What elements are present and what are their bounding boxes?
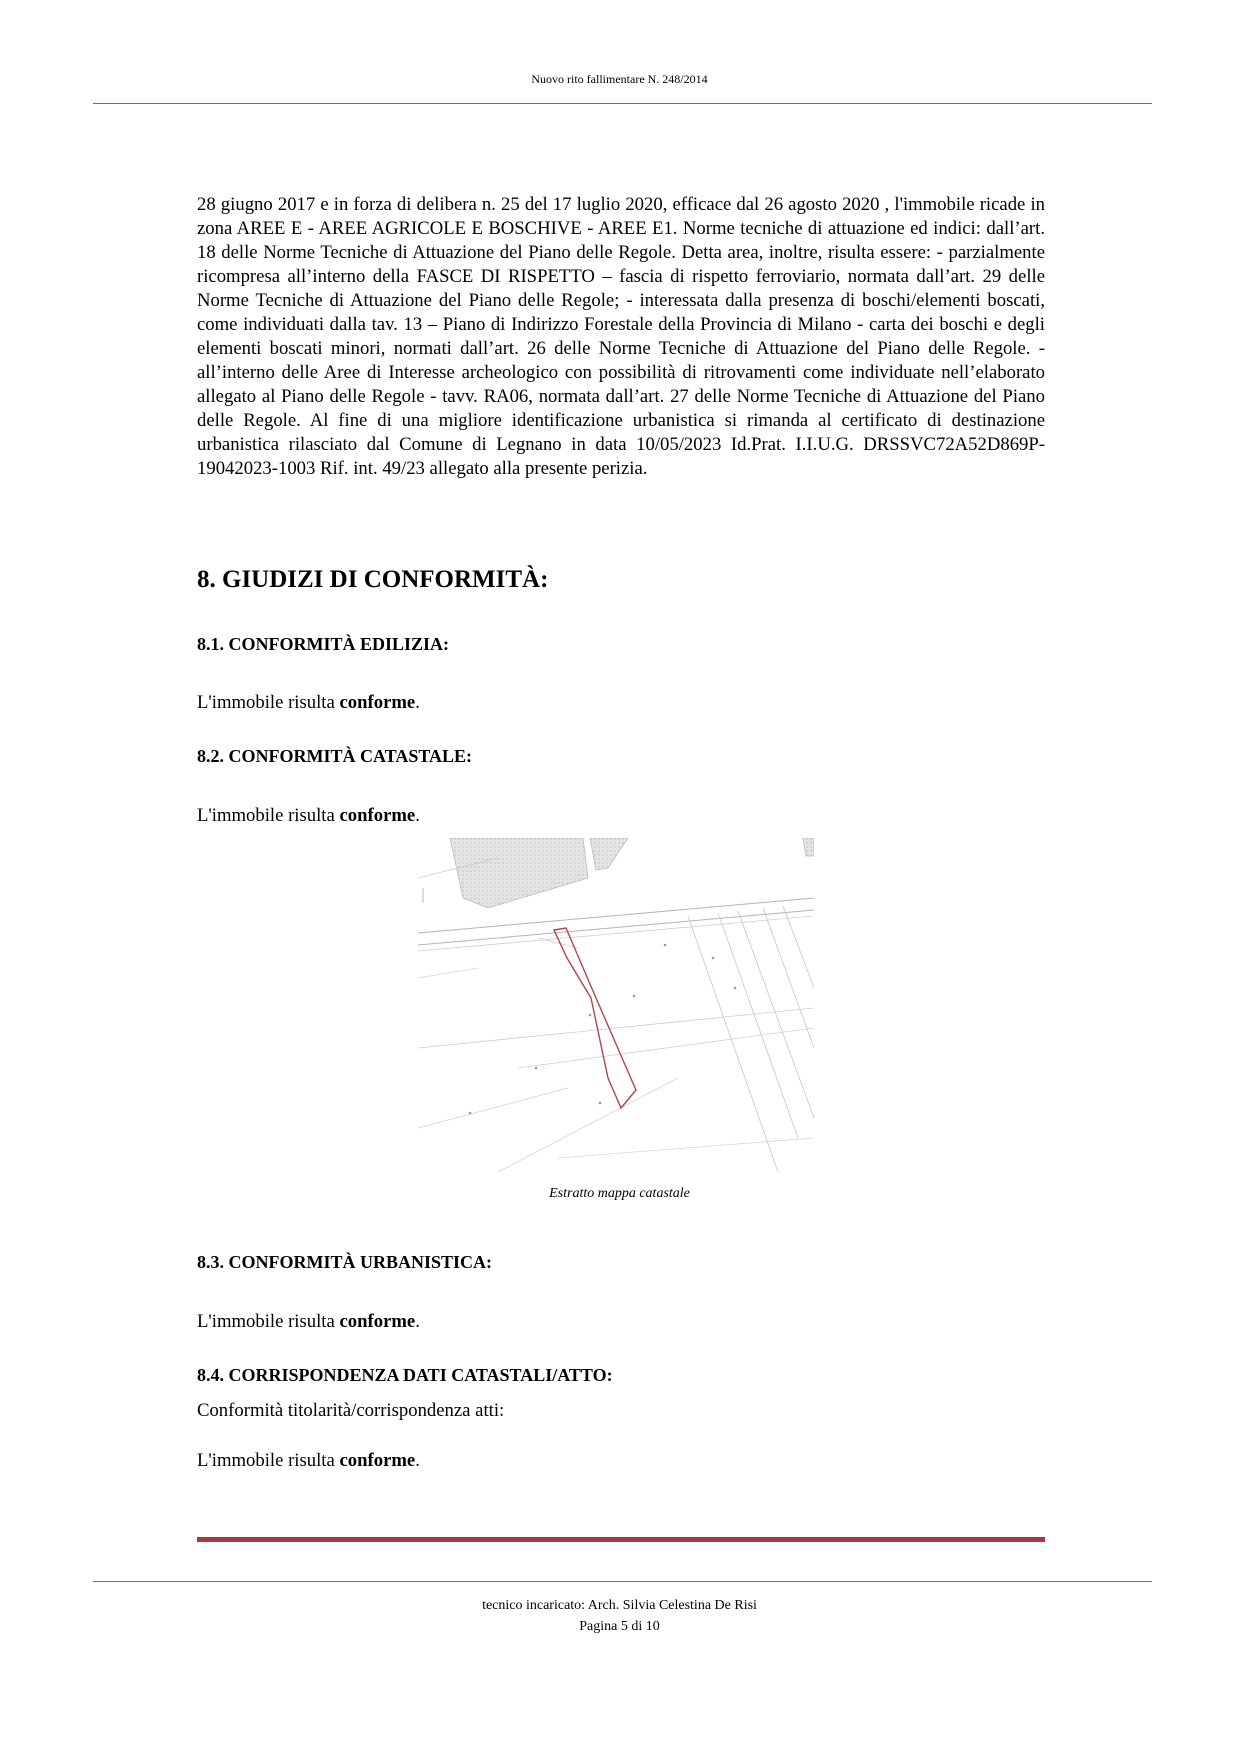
section-8-title: 8. GIUDIZI DI CONFORMITÀ: [197,566,549,593]
section-8-2-title: 8.2. CONFORMITÀ CATASTALE: [197,746,473,766]
footer-divider [93,1581,1152,1582]
map-caption: Estratto mappa catastale [549,1186,690,1201]
conformity-value: conforme [339,1450,416,1471]
conformity-value: conforme [339,692,416,713]
section-8-1-text: L'immobile risulta conforme. [197,692,420,713]
section-8-4-text: L'immobile risulta conforme. [197,1450,420,1471]
conformity-value: conforme [339,805,416,826]
page-number: Pagina 5 di 10 [579,1619,660,1634]
section-8-4-subtitle: Conformità titolarità/corrispondenza atti: [197,1400,505,1421]
running-header: Nuovo rito fallimentare N. 248/2014 [531,72,708,86]
section-8-2-text: L'immobile risulta conforme. [197,805,420,826]
section-8-1-title: 8.1. CONFORMITÀ EDILIZIA: [197,634,450,654]
header-divider [93,103,1152,104]
cadastral-map-extract [418,838,814,1172]
footer-author: tecnico incaricato: Arch. Silvia Celestina De Risi [482,1598,757,1613]
section-8-3-title: 8.3. CONFORMITÀ URBANISTICA: [197,1252,493,1272]
conformity-value: conforme [339,1311,416,1332]
section-end-bar [197,1537,1045,1542]
section-8-3-text: L'immobile risulta conforme. [197,1311,420,1332]
urban-planning-paragraph: 28 giugno 2017 e in forza di delibera n. 25 del 17 luglio 2020, efficace dal 26 agosto 2020 , l'immobile ricade in zona AREE E - AREE AGRICOLE E BOSCHIVE - AREE E1. Norme tecniche di attuazione ed indici: dall’art. 18 delle Norme Tecniche di Attuazione del Piano delle Regole. Detta area, inoltre, risulta essere: - parzialmente ricompresa all’interno della FASCE DI RISPETTO – fascia di rispetto ferroviario, normata dall’art. 29 delle Norme Tecniche di Attuazione del Piano delle Regole; - interessata dalla presenza di boschi/elementi boscati, come individuati dalla tav. 13 – Piano di Indirizzo Forestale della Provincia di Milano - carta dei boschi e degli elementi boscati minori, normati dall’art. 26 delle Norme Tecniche di Attuazione del Piano delle Regole. - all’interno delle Aree di Interesse archeologico con possibilità di ritrovamenti come individuate nell’elaborato allegato al Piano delle Regole - tavv. RA06, normata dall’art. 27 delle Norme Tecniche di Attuazione del Piano delle Regole. Al fine di una migliore identificazione urbanistica si rimanda al certificato di destinazione urbanistica rilasciato dal Comune di Legnano in data 10/05/2023 Id.Prat. I.I.U.G. DRSSVC72A52D869P-19042023-1003 Rif. int. 49/23 allegato alla presente perizia. [197,194,1045,479]
section-8-4-title: 8.4. CORRISPONDENZA DATI CATASTALI/ATTO: [197,1365,613,1385]
